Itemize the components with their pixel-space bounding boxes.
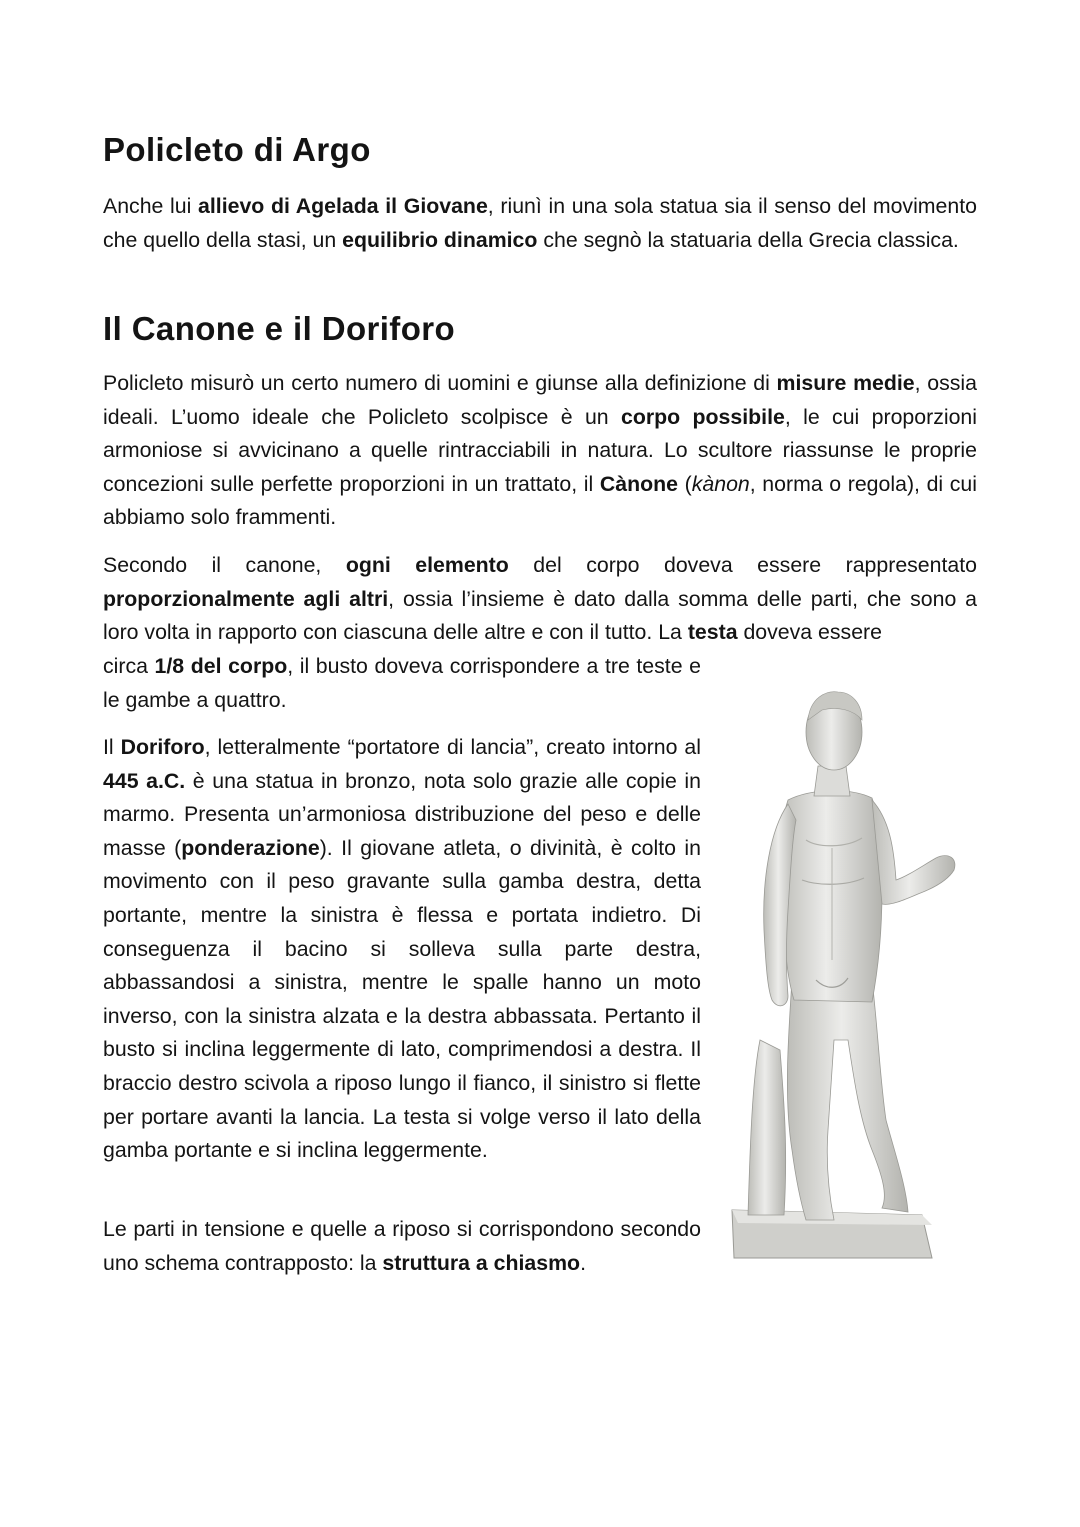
paragraph-intro (103, 190, 977, 257)
text-run: , letteralmente “portatore di lancia”, creato intorno al (204, 735, 701, 759)
bold-text: Cànone (599, 471, 679, 496)
heading-policleto-di-argo: Policleto di Argo (103, 131, 371, 168)
bold-text: allievo di Agelada il Giovane (198, 194, 488, 218)
paragraph-canone-proportions-continued (103, 650, 701, 717)
text-run: Le parti in tensione e quelle a riposo si corrispondono secondo uno schema contrapposto: la (103, 1217, 701, 1275)
text-run: , norma o regola), di cui abbiamo solo frammenti. (103, 471, 977, 530)
bold-text: struttura a chiasmo (382, 1250, 581, 1275)
text-run: è una statua in bronzo, nota solo grazie alle copie in marmo. Presenta un’armoniosa distribuzione del peso e delle masse ( (103, 768, 701, 860)
statue-legs (787, 980, 908, 1220)
bold-text: Doriforo (120, 735, 205, 759)
text-run: Il (103, 735, 121, 759)
text-run: , il busto doveva corrispondere a tre teste e le gambe a quattro. (103, 654, 701, 712)
heading-canone-doriforo: Il Canone e il Doriforo (103, 310, 456, 347)
text-run: ( (678, 471, 692, 496)
text-run: . (580, 1250, 586, 1275)
text-run: , le cui proporzioni armoniose si avvicinano a quelle rintracciabili in natura. Lo scultore riassunse le proprie concezioni sulle perfette proporzioni in un trattato, il (103, 404, 978, 496)
bold-text: 1/8 del corpo (154, 654, 288, 678)
bold-text: misure medie (776, 371, 915, 395)
doryphoros-statue-icon (722, 680, 962, 1280)
paragraph-chiasmo (103, 1213, 701, 1280)
text-run: ). Il giovane atleta, o divinità, è colto in movimento con il peso gravante sulla gamba destra, detta portante, mentre la sinistra è flessa e portata indietro. Di conseguenza il bacino si solleva sulla parte destra, abbassandosi a sinistra, mentre le spalle hanno un moto inverso, con la sinistra alzata e la destra abbassata. Pertanto il busto si inclina leggermente di lato, comprimendosi a destra. Il braccio destro scivola a riposo lungo il fianco, il sinistro si flette per portare avanti la lancia. La testa si volge verso il lato della gamba portante e si inclina leggermente. (103, 835, 701, 1163)
statue-tree-support (748, 1040, 786, 1215)
text-run: doveva essere (737, 620, 882, 645)
text-run: Policleto misurò un certo numero di uomini e giunse alla definizione di (103, 371, 777, 395)
bold-text: ponderazione (181, 835, 320, 860)
paragraph-canone-proportions (103, 549, 977, 650)
text-run: Secondo il canone, (103, 553, 346, 577)
text-run: circa (103, 654, 155, 678)
bold-text: equilibrio dinamico (342, 227, 538, 252)
bold-text: testa (687, 620, 738, 645)
bold-text: corpo possibile (621, 404, 785, 429)
paragraph-doriforo (103, 731, 701, 1168)
statue-left-arm (872, 800, 955, 904)
text-run: , ossia l’insieme è dato dalla somma delle parti, che sono a loro volta in rapporto con ciascuna delle altre e con il tutto. La (103, 586, 977, 645)
text-run: che segnò la statuaria della Grecia classica. (537, 227, 959, 252)
bold-text: 445 a.C. (103, 768, 186, 793)
text-run: , ossia ideali. L’uomo ideale che Policleto scolpisce è un (103, 371, 977, 429)
text-run: Anche lui (103, 194, 199, 218)
paragraph-canone-definition (103, 367, 977, 535)
bold-text: ogni elemento (345, 553, 509, 577)
bold-text: proporzionalmente agli altri (103, 586, 389, 611)
text-run: , riunì in una sola statua sia il senso del movimento che quello della stasi, un (103, 194, 977, 252)
italic-text: kànon (691, 471, 750, 496)
text-run: del corpo doveva essere rappresentato (508, 553, 978, 577)
